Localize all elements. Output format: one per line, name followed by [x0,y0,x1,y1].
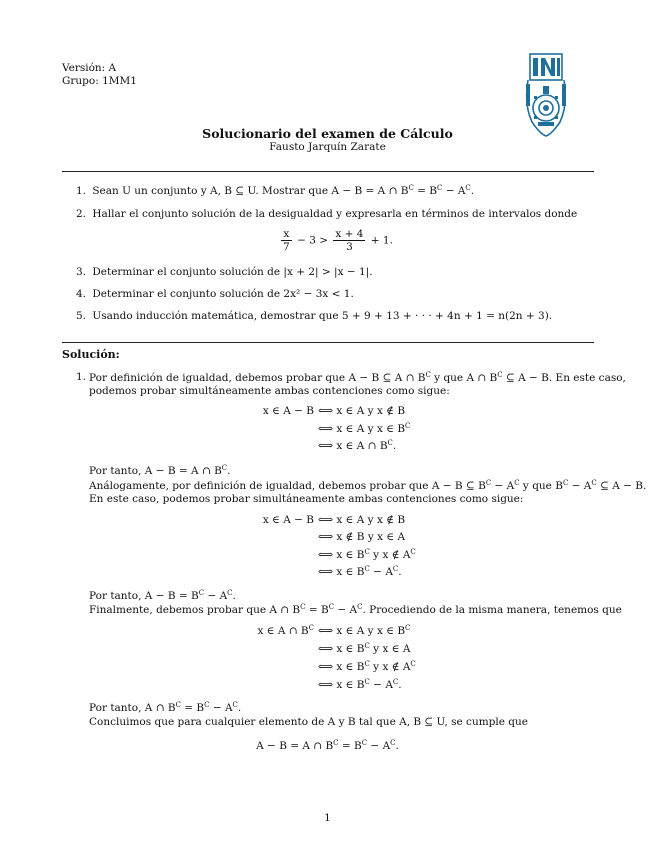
problem-number: 2. [76,208,87,220]
problem-number: 4. [76,288,87,300]
problem-4 [76,288,354,300]
solution-number: 1. [76,371,87,383]
problem-text: Sean U un conjunto y A, B ⊆ U. Mostrar que A − B = A ∩ $B^C = B^C - A^C$. [92,184,475,197]
problem-text: Usando inducción matemática, demostrar que 5 + 9 + 13 + · · · + 4n + 1 = n(2n + 3). [92,310,553,322]
document-title: Solucionario del examen de Cálculo [202,126,453,141]
equation-lhs: x ∈ A − B [262,405,314,417]
numerator: x [281,228,292,241]
solution-paragraph: Concluimos que para cualquier elemento de A y B tal que A, B ⊆ U, se cumple que [89,716,528,728]
solution-paragraph: Por definición de igualdad, debemos probar que A − B ⊆ A ∩ $B^C$ y que A ∩ $B^C$ ⊆ A − B. En este caso, [89,371,626,384]
problem-5 [76,310,552,322]
page-number: 1 [324,812,331,824]
problem-number: 5. [76,310,87,322]
equation-rhs: ⟺ x ∈ $B^C - A^C$. [318,565,402,578]
conclusion-line: Por tanto, $A - B = B^C - A^C$. [89,589,236,602]
problem-text: Determinar el conjunto solución de 2x² − 3x < 1. [92,288,354,300]
inequality-display [76,228,596,253]
equation-lhs: x ∈ A ∩ $B^C$ [257,624,314,637]
equation-rhs: ⟺ x ∉ B y x ∈ A [318,531,406,543]
problem-2 [76,208,577,220]
conclusion-line: Por tanto, A − B = A ∩ $B^C$. [89,464,231,477]
equation-rhs: ⟺ x ∈ A y x ∉ B [318,405,406,417]
solution-heading: Solución: [62,348,120,361]
conclusion-line: Por tanto, A ∩ $B^C = B^C - A^C$. [89,701,242,714]
equation-lhs: x ∈ A − B [262,514,314,526]
problem-1 [76,184,474,197]
solution-divider [62,342,594,343]
problem-text: Determinar el conjunto solución de |x + 2| > |x − 1|. [92,266,373,278]
group-label: Grupo: 1MM1 [62,75,137,87]
exam-meta [62,62,137,88]
equation-rhs: ⟺ x ∈ $B^C - A^C$. [318,678,402,691]
fraction [333,228,365,253]
numerator: x + 4 [335,228,364,240]
solution-paragraph: Finalmente, debemos probar que A ∩ $B^C = B^C - A^C$. Procediendo de la misma manera, tenemos que [89,603,622,616]
version-label: Versión: A [62,62,117,74]
document-author: Fausto Jarquín Zarate [269,141,386,153]
problem-number: 3. [76,266,87,278]
denominator: 3 [346,241,353,253]
problem-number: 1. [76,185,87,197]
equation-rhs: ⟺ x ∈ A y x ∉ B [318,514,406,526]
equation-rhs: ⟺ x ∈ A ∩ $B^C$. [318,439,397,452]
equation-rhs: ⟺ x ∈ A y x ∈ $B^C$ [318,422,411,435]
fraction [281,228,292,253]
equation-rhs: ⟺ x ∈ $B^C$ y x ∈ A [318,642,411,655]
problem-text: Hallar el conjunto solución de la desigualdad y expresarla en términos de intervalos donde [92,208,578,220]
inequality-middle: − 3 > [297,234,329,247]
denominator: 7 [283,241,290,253]
final-equation: A − B = A ∩ $B^C = B^C - A^C$. [256,739,399,752]
solution-paragraph: podemos probar simultáneamente ambas contenciones como sigue: [89,385,450,397]
problem-3 [76,266,373,278]
equation-rhs: ⟺ x ∈ A y x ∈ $B^C$ [318,624,411,637]
top-divider [62,171,594,172]
equation-rhs: ⟺ x ∈ $B^C$ y x ∉ $A^C$ [318,660,416,673]
solution-paragraph: Análogamente, por definición de igualdad, debemos probar que A − B ⊆ $B^C - A^C$ y que $B^C - A^C$ ⊆ A − B. [89,479,647,492]
inequality-tail: + 1. [370,234,393,247]
institution-logo [520,50,572,138]
equation-rhs: ⟺ x ∈ $B^C$ y x ∉ $A^C$ [318,548,416,561]
solution-paragraph: En este caso, podemos probar simultáneamente ambas contenciones como sigue: [89,493,524,505]
